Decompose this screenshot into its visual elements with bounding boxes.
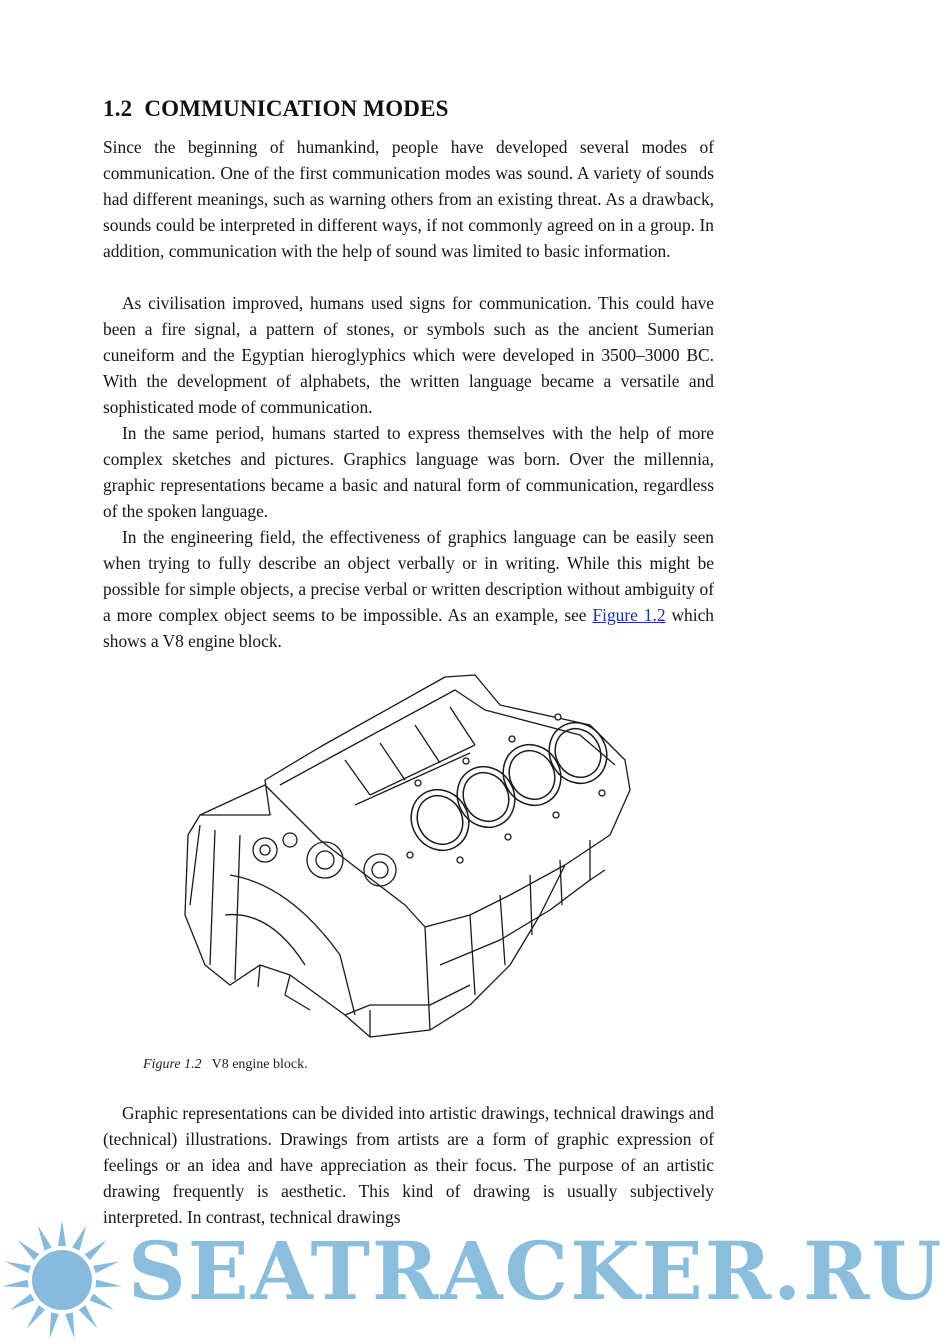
- figure-caption-text: V8 engine block.: [211, 1057, 308, 1072]
- paragraph-graphic-representations: Graphic representations can be divided into artistic drawings, technical drawings and (technical) illustrations. Drawings from artists are a form of graphic expression of feelings or an idea and have appreciation as their focus. The purpose of an artistic drawing frequently is aesthetic. This kind of drawing is usually subjectively interpreted. In contrast, technical drawings: [103, 1103, 714, 1227]
- figure-label: Figure 1.2: [143, 1057, 202, 1072]
- section-heading: [103, 96, 449, 122]
- paragraph-engineering-text: In the engineering field, the effectiveness of graphics language can be easily seen when trying to fully describe an object verbally or in writing. While this might be possible for simple objects, a precise verbal or written description without ambiguity of a more complex object seems to be impossible. As an example, see: [103, 527, 714, 625]
- paragraph-sound: Since the beginning of humankind, people have developed several modes of communication. One of the first communication modes was sound. A variety of sounds had different meanings, such as warning others from an existing threat. As a drawback, sounds could be interpreted in different ways, if not commonly agreed on in a group. In addition, communication with the help of sound was limited to basic information.: [103, 137, 714, 261]
- paragraph-signs: As civilisation improved, humans used signs for communication. This could have been a fire signal, a pattern of stones, or symbols such as the ancient Sumerian cuneiform and the Egyptian hieroglyphics which were developed in 3500–3000 BC. With the development of alphabets, the written language became a versatile and sophisticated mode of communication.: [103, 293, 714, 417]
- watermark-text: SEATRACKER.RU: [128, 1224, 943, 1318]
- paragraph-engineering-tail: which shows a V8 engine block.: [103, 605, 714, 651]
- paragraph-engineering: [103, 524, 714, 654]
- figure-1-2-link[interactable]: Figure 1.2: [592, 605, 666, 625]
- v8-engine-block-illustration: [170, 665, 650, 1045]
- section-number: 1.2: [103, 96, 133, 121]
- section-title: COMMUNICATION MODES: [144, 96, 449, 121]
- figure-caption: [143, 1057, 308, 1073]
- paragraph-pictures: In the same period, humans started to express themselves with the help of more complex sketches and pictures. Graphics language was born. Over the millennia, graphic representations became a basic and natural form of communication, regardless of the spoken language.: [103, 423, 714, 521]
